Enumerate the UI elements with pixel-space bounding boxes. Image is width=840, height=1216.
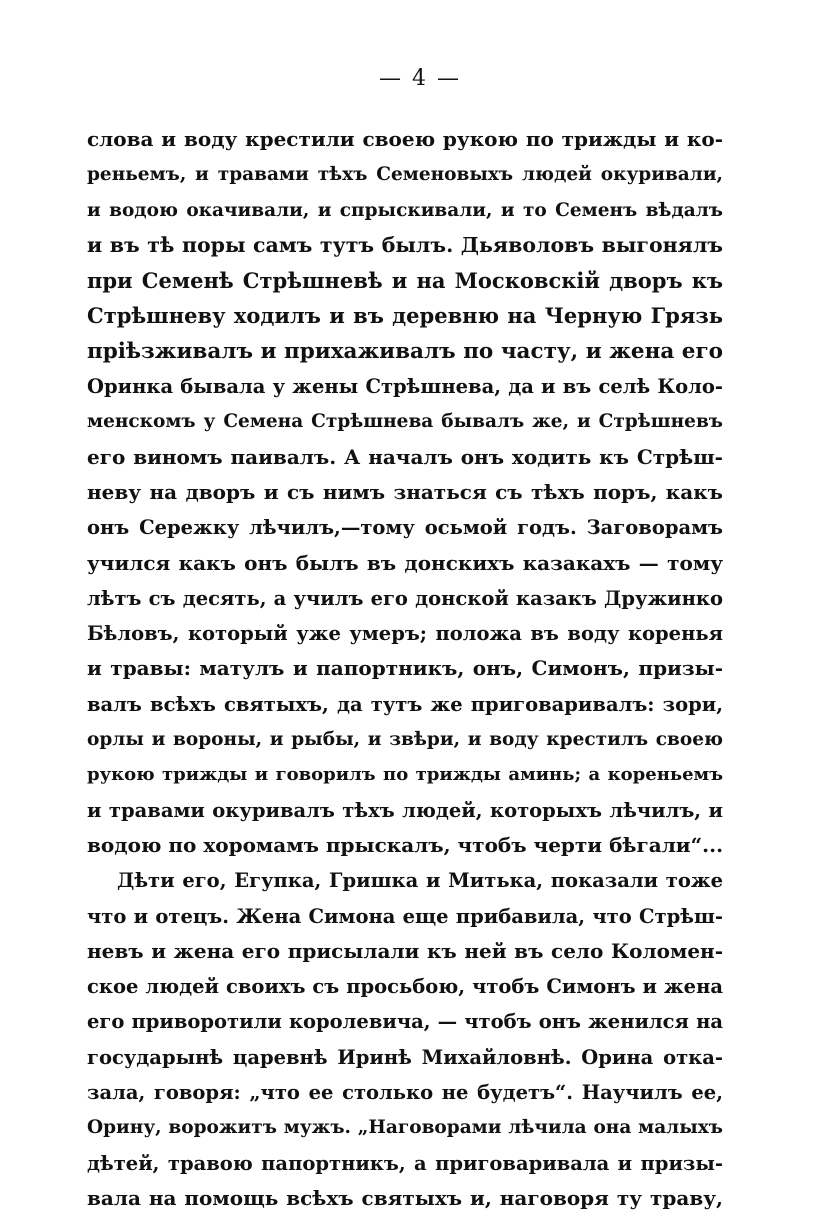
text-line: рукою трижды и говорилъ по трижды аминь; а кореньемъ [87, 764, 723, 786]
text-line: Орину, ворожитъ мужъ. „Наговорами лѣчила она малыхъ [87, 1117, 723, 1139]
text-line: валъ всѣхъ святыхъ, да тутъ же приговаривалъ: зори, [87, 692, 723, 716]
text-line: его приворотили королевича, — чтобъ онъ женился на [87, 1010, 723, 1034]
text-line: Бѣловъ, который уже умеръ; положа въ воду коренья [87, 622, 723, 646]
text-line: вала на помощь всѣхъ святыхъ и, наговоря ту траву, [87, 1185, 723, 1210]
text-line: водою по хоромамъ прыскалъ, чтобъ черти бѣгали“... [87, 832, 724, 857]
text-line: менскомъ у Семена Стрѣшнева бывалъ же, и Стрѣшневъ [87, 411, 723, 433]
text-line: Дѣти его, Егупка, Гришка и Митька, показали тоже [117, 869, 723, 893]
text-line: и водою окачивали, и спрыскивали, и то Семенъ вѣдалъ [87, 199, 723, 221]
body-text [87, 122, 723, 1216]
text-line: реньемъ, и травами тѣхъ Семеновыхъ людей окуривали, [87, 164, 723, 186]
text-line: лѣтъ съ десять, а училъ его донской казакъ Дружинко [87, 586, 723, 610]
text-line: орлы и вороны, и рыбы, и звѣри, и воду крестилъ своею [87, 729, 723, 751]
page-number: — 4 — [379, 66, 461, 91]
text-line: зала, говоря: „что ее столько не будетъ“. Научилъ ее, [87, 1081, 723, 1105]
text-line: что и отецъ. Жена Симона еще прибавила, что Стрѣш- [87, 904, 723, 928]
text-line: пріѣзживалъ и прихаживалъ по часту, и жена его [87, 338, 723, 364]
text-line: дѣтей, травою папортникъ, а приговаривала и призы- [87, 1151, 723, 1175]
text-line: его виномъ паивалъ. А началъ онъ ходить къ Стрѣш- [87, 444, 723, 469]
text-line: и въ тѣ поры самъ тутъ былъ. Дьяволовъ выгонялъ [87, 232, 723, 257]
text-line: неву на дворъ и съ нимъ знаться съ тѣхъ поръ, какъ [87, 479, 723, 504]
text-line: Оринка бывала у жены Стрѣшнева, да и въ селѣ Коло- [87, 375, 723, 399]
text-line: государынѣ царевнѣ Иринѣ Михайловнѣ. Орина отка- [87, 1045, 723, 1069]
text-line: ское людей своихъ съ просьбою, чтобъ Симонъ и жена [87, 975, 723, 999]
text-line: и травами окуривалъ тѣхъ людей, которыхъ лѣчилъ, и [87, 798, 723, 822]
text-line: слова и воду крестили своею рукою по трижды и ко- [87, 127, 723, 151]
text-line: учился какъ онъ былъ въ донскихъ казакахъ — тому [87, 550, 723, 575]
text-line: при Семенѣ Стрѣшневѣ и на Московскій дворъ къ [87, 268, 723, 294]
text-line: Стрѣшневу ходилъ и въ деревню на Черную Грязь [87, 303, 723, 329]
text-line: онъ Сережку лѣчилъ,—тому осьмой годъ. Заговорамъ [87, 516, 723, 540]
text-line: и травы: матулъ и папортникъ, онъ, Симонъ, призы- [87, 656, 723, 681]
text-line: невъ и жена его присылали къ ней въ село Коломен- [87, 938, 723, 963]
